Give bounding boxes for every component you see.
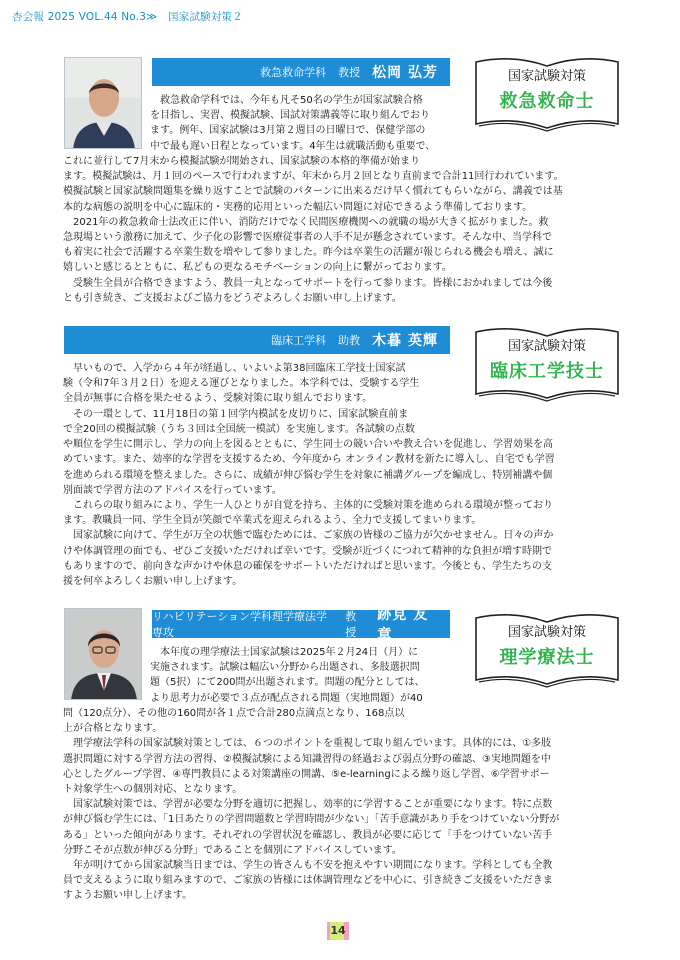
- text-line: 選択問題に対する学習方法の習得、②模擬試験による知識習得の経過および弱点分野の確認、③実地問題を中: [63, 753, 551, 765]
- text-line: 模擬試験と国家試験問題集を繰り返すことで試験のパターンに出来るだけ早く慣れてもらいながら、講義では基: [63, 186, 563, 198]
- exam-badge: [472, 608, 622, 688]
- badge-line2: 理学療法士: [499, 647, 595, 668]
- faculty-photo-atomi: [64, 608, 142, 700]
- department: 臨床工学科: [271, 334, 327, 347]
- text-line: や順位を学生に開示し、学力の向上を図るとともに、学生同士の競い合いや教え合いを促進し、学習効果を高: [63, 439, 553, 451]
- faculty-name: 木暮 英輝: [372, 333, 438, 349]
- text-line: 国家試験に向けて、学生が万全の状態で臨むためには、ご家族の皆様のご協力が欠かせません。日々の声か: [63, 530, 554, 542]
- text-line: 早いもので、入学から４年が経過し、いよいよ第38回臨床工学技士国家試: [63, 363, 406, 374]
- text-line: を進められる環境を整えました。さらに、成績が伸び悩む学生を対象に補講グループを編成し、特別補講や個: [63, 469, 553, 481]
- text-line: これに並行して7月末から模擬試験が開始され、国家試験の本格的準備が始まり: [63, 156, 420, 167]
- text-line: もありますので、前向きな声かけや休息の確保をサポートいただければと思います。今後とも、学生たちの支: [63, 560, 552, 572]
- article-body-wide: [63, 706, 623, 904]
- text-line: ある」といった傾向があります。それぞれの学習状況を確認し、教員が必要に応じて「手をつけていない苦手: [63, 829, 553, 841]
- text-line: 国家試験対策では、学習が必要な分野を適切に把握し、効率的に学習することが重要になります。特に点数: [63, 799, 553, 811]
- job-title: 教授: [345, 610, 357, 639]
- badge-line2: 救急救命士: [499, 91, 595, 112]
- text-line: これらの取り組みにより、学生一人ひとりが自覚を持ち、主体的に受験対策を進められる環境が整っており: [63, 500, 553, 512]
- text-line: で全20回の模擬試験（うち３回は全国統一模試）を実施します。各試験の点数: [63, 424, 415, 435]
- badge-line1: 国家試験対策: [507, 69, 586, 84]
- faculty-photo-matsuoka: [64, 57, 142, 149]
- faculty-name: 跡見 友章: [377, 607, 429, 643]
- text-line: ます。例年、国家試験は3月第２週目の日曜日で、保健学部の: [150, 125, 426, 137]
- text-line: 中で最も遅い日程となっています。4年生は就職活動も重要で、: [150, 140, 436, 152]
- name-banner: [64, 326, 450, 354]
- text-line: 実施されます。試験は幅広い分野から出題され、多肢選択問: [150, 662, 420, 674]
- text-line: 2021年の救急救命士法改正に伴い、消防だけでなく民間医療機関への就職の場が大きく拡がりました。救: [63, 216, 549, 228]
- exam-badge: [472, 52, 622, 132]
- text-line: 題（5択）にて200問が出題されます。問題の配分としては、: [150, 677, 425, 689]
- text-line: ト対象学生への個別対応、となります。: [63, 784, 243, 796]
- text-line: すようお願い申し上げます。: [63, 890, 193, 902]
- text-line: 急現場という激務に加えて、少子化の影響で医療従事者の人手不足が懸念されています。そんな中、当学科で: [63, 232, 552, 244]
- article-body-wide: [63, 154, 623, 306]
- department: リハビリテーション学科理学療法学専攻: [152, 610, 328, 639]
- badge-line1: 国家試験対策: [507, 339, 586, 354]
- text-line: とも引き続き、ご支援およびご協力をどうぞよろしくお願い申し上げます。: [63, 292, 402, 304]
- name-banner: [152, 58, 450, 86]
- department: 救急救命学科: [260, 66, 327, 79]
- text-line: 援を何卒よろしくお願い申し上げます。: [63, 576, 243, 588]
- text-line: 心としたグループ学習、④専門教員による対策講座の開講、⑤e-learningによる繰り返し学習、⑥学習サポー: [63, 768, 550, 780]
- text-line: その一環として、11月18日の第１回学内模試を皮切りに、国家試験直前ま: [63, 408, 409, 420]
- exam-badge: [472, 322, 622, 402]
- article-body-wide: [63, 422, 623, 589]
- text-line: ます。教職員一同、学生全員が笑顔で卒業式を迎えられるよう、全力で支援してまいります。: [63, 515, 482, 527]
- text-line: 分野こそが点数が伸びる分野」であることを個別にアドバイスしています。: [63, 844, 402, 856]
- page-header: 杏会報 2025 VOL.44 No.3≫ 国家試験対策２: [12, 11, 243, 23]
- text-line: 受験生全員が合格できますよう、教員一丸となってサポートを行って参ります。皆様におかれましては今後: [63, 277, 553, 289]
- job-title: 教授: [338, 66, 361, 79]
- text-line: 救急救命学科では、今年も凡そ50名の学生が国家試験合格: [150, 95, 423, 106]
- article-body-narrow: [63, 361, 463, 422]
- article-body-narrow: [150, 645, 462, 706]
- text-line: を目指し、実習、模擬試験、国試対策講義等に取り組んでおり: [150, 110, 430, 122]
- text-line: 年が明けてから国家試験当日までは、学生の皆さんも不安を抱えやすい期間になります。学科としても全教: [63, 860, 553, 872]
- text-line: 上が合格となります。: [63, 723, 163, 735]
- text-line: ます。模擬試験は、月１回のペースで行われますが、年末から月２回となり直前まで合計11回行われています。: [63, 171, 564, 183]
- page-number: 14: [327, 922, 349, 940]
- faculty-name: 松岡 弘芳: [372, 65, 438, 81]
- badge-line1: 国家試験対策: [507, 625, 586, 640]
- text-line: 別面談で学習方法のアドバイスを行っています。: [63, 484, 282, 496]
- text-line: 員で支えるように取り組みますので、ご家族の皆様には体調管理などを中心に、引き続きご支援をいただきま: [63, 875, 553, 887]
- text-line: が伸び悩む学生には、「1日あたりの学習問題数と学習時間が少ない」「苦手意識があり手をつけていない分野が: [63, 814, 560, 826]
- name-banner: [152, 607, 450, 643]
- text-line: 理学療法学科の国家試験対策としては、６つのポイントを重視して取り組んでいます。具体的には、①多肢: [63, 738, 552, 750]
- job-title: 助教: [338, 334, 361, 347]
- text-line: 本年度の理学療法士国家試験は2025年２月24日（月）に: [150, 647, 419, 658]
- text-line: けや体調管理の面でも、ぜひご支援いただければ幸いです。受験が近づくにつれて精神的な負担が増す時期で: [63, 545, 552, 557]
- text-line: 問（120点分）、その他の160問が各１点で合計280点満点となり、168点以: [63, 708, 405, 719]
- badge-line2: 臨床工学技士: [490, 361, 604, 382]
- text-line: 全員が無事に合格を果たせるよう、受験対策に取り組んでおります。: [63, 393, 373, 405]
- text-line: 験（令和7年３月２日）を迎える運びとなりました。本学科では、受験する学生: [63, 378, 420, 390]
- article-body-narrow: [150, 93, 460, 154]
- text-line: めています。また、効率的な学習を支援するため、今年度から オンライン教材を新たに導入し、自宅でも学習: [63, 454, 555, 466]
- text-line: も着実に社会で活躍する卒業生数を増やして参りました。昨今は卒業生の活躍が報じられる機会も増え、誠に: [63, 247, 554, 259]
- text-line: より思考力が必要で３点が配点される問題（実地問題）が40: [150, 692, 423, 704]
- text-line: 嬉しいと感じるとともに、私どもの更なるモチベーションの向上に繋がっております。: [63, 262, 452, 274]
- text-line: 本的な病態の説明を中心に臨床的・実務的応用といった幅広い問題に対応できるよう準備しております。: [63, 201, 533, 213]
